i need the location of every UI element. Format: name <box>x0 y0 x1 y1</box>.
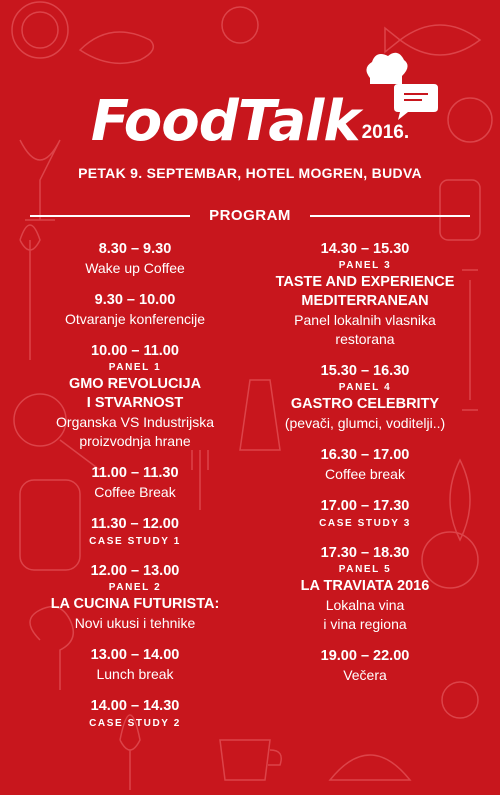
slot-description: Coffee Break <box>94 484 176 500</box>
slot-time: 17.30 – 18.30 <box>320 545 410 561</box>
slot-time: 11.00 – 11.30 <box>91 465 179 481</box>
slot-description: Lokalna vina i vina regiona <box>323 597 407 632</box>
panel-title: TASTE AND EXPERIENCE MEDITERRANEAN <box>275 274 455 309</box>
slot-description: (pevači, glumci, voditelji..) <box>284 415 446 431</box>
schedule-slot <box>20 464 250 502</box>
slot-description: Organska VS Industrijska proizvodnja hrane <box>56 414 214 449</box>
panel-label: PANEL 3 <box>338 260 392 271</box>
panel-label: PANEL 1 <box>108 362 162 373</box>
slot-time: 16.30 – 17.00 <box>320 447 410 463</box>
logo-year: 2016. <box>361 122 410 143</box>
slot-time: 8.30 – 9.30 <box>98 241 172 257</box>
case-study-label: CASE STUDY 1 <box>89 536 181 547</box>
slot-time: 17.00 – 17.30 <box>320 498 410 514</box>
divider-right <box>310 215 470 217</box>
bread-icon <box>80 32 153 63</box>
schedule-slot <box>250 362 480 433</box>
panel-label: PANEL 2 <box>108 582 162 593</box>
slot-time: 15.30 – 16.30 <box>320 363 410 379</box>
schedule-slot <box>20 291 250 329</box>
slot-time: 19.00 – 22.00 <box>320 648 410 664</box>
slot-time: 11.30 – 12.00 <box>91 516 179 532</box>
slot-time: 9.30 – 10.00 <box>94 292 176 308</box>
schedule-slot <box>20 342 250 451</box>
panel-title: LA TRAVIATA 2016 <box>300 578 430 594</box>
schedule-slot <box>20 240 250 278</box>
program-title: PROGRAM <box>209 207 291 224</box>
schedule-slot <box>250 446 480 484</box>
schedule-slot <box>20 562 250 633</box>
slot-description: Panel lokalnih vlasnika restorana <box>294 312 436 347</box>
case-study-label: CASE STUDY 2 <box>89 718 181 729</box>
event-date-location: PETAK 9. SEPTEMBAR, HOTEL MOGREN, BUDVA <box>78 165 422 181</box>
slot-time: 14.00 – 14.30 <box>90 698 180 714</box>
slot-description: Coffee break <box>325 466 405 482</box>
slot-time: 10.00 – 11.00 <box>91 343 179 359</box>
cup-icon <box>220 740 281 780</box>
cloche-icon <box>330 755 410 780</box>
case-study-label: CASE STUDY 3 <box>319 518 411 529</box>
slot-description: Otvaranje konferencije <box>64 311 206 327</box>
panel-label: PANEL 5 <box>338 564 392 575</box>
slot-time: 14.30 – 15.30 <box>320 241 410 257</box>
foodtalk-logo <box>0 89 500 154</box>
slot-time: 13.00 – 14.00 <box>90 647 180 663</box>
tomato-icon <box>222 7 258 43</box>
schedule-slot <box>250 240 480 349</box>
panel-title: LA CUCINA FUTURISTA: <box>50 596 220 612</box>
panel-title: GMO REVOLUCIJA I STVARNOST <box>68 376 202 411</box>
schedule-slot <box>250 647 480 685</box>
schedule-slot <box>20 515 250 549</box>
slot-description: Lunch break <box>96 666 174 682</box>
program-header <box>30 207 470 225</box>
schedule-column-left <box>20 240 250 744</box>
schedule-slot <box>20 646 250 684</box>
schedule-slot <box>250 497 480 531</box>
slot-description: Wake up Coffee <box>85 260 185 276</box>
plate-icon <box>12 2 68 58</box>
panel-label: PANEL 4 <box>338 382 392 393</box>
schedule-column-right <box>250 240 480 698</box>
schedule-slot <box>250 544 480 634</box>
slot-description: Večera <box>343 667 387 683</box>
panel-title: GASTRO CELEBRITY <box>290 396 440 412</box>
slot-time: 12.00 – 13.00 <box>90 563 180 579</box>
slot-description: Novi ukusi i tehnike <box>74 615 196 631</box>
schedule-slot <box>20 697 250 731</box>
logo-text: FoodTalk <box>90 89 360 154</box>
